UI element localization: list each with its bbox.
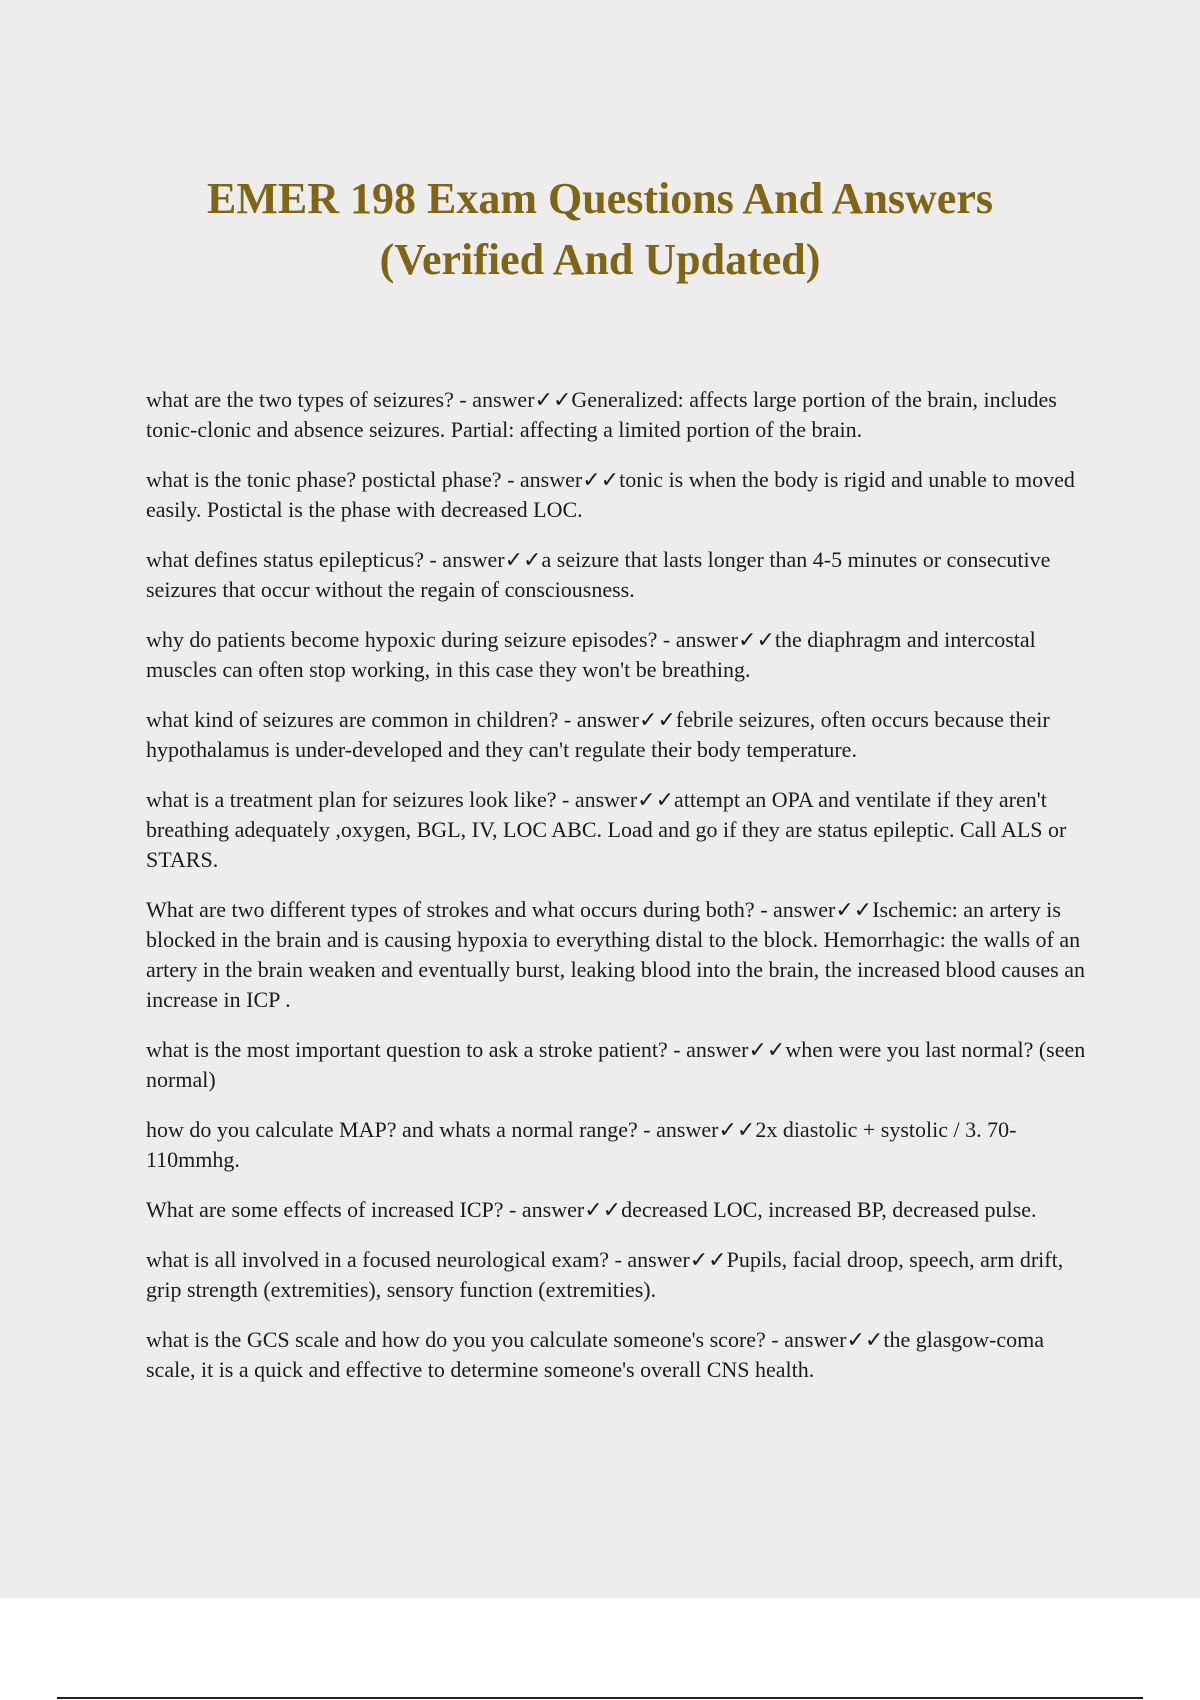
answer-separator: - answer	[657, 627, 739, 652]
answer-separator: - answer	[667, 1037, 749, 1062]
question-text: What are two different types of strokes and what occurs during both?	[146, 897, 755, 922]
double-check-icon: ✓✓	[582, 467, 620, 492]
answer-separator: - answer	[453, 387, 535, 412]
question-text: what is the GCS scale and how do you you calculate someone's score?	[146, 1327, 766, 1352]
double-check-icon: ✓✓	[718, 1117, 756, 1142]
answer-separator: - answer	[556, 787, 638, 812]
answer-text: when were you last normal? (seen normal)	[146, 1037, 1086, 1092]
question-text: what is a treatment plan for seizures look like?	[146, 787, 557, 812]
question-text: what are the two types of seizures?	[146, 387, 454, 412]
answer-text: attempt an OPA and ventilate if they aren't breathing adequately ,oxygen, BGL, IV, LOC ABC. Load and go if they are status epileptic. Call ALS or STARS.	[146, 787, 1067, 872]
answer-text: the diaphragm and intercostal muscles can often stop working, in this case they won't be breathing.	[146, 627, 1036, 682]
double-check-icon: ✓✓	[639, 707, 676, 732]
qa-item	[146, 785, 1096, 875]
qa-item	[146, 625, 1096, 685]
qa-item	[146, 545, 1096, 605]
answer-separator: - answer	[765, 1327, 847, 1352]
answer-separator: - answer	[503, 1197, 585, 1222]
answer-text: febrile seizures, often occurs because their hypothalamus is under-developed and they can't regulate their body temperature.	[146, 707, 1050, 762]
question-text: what is the tonic phase? postictal phase?	[146, 467, 502, 492]
double-check-icon: ✓✓	[835, 897, 873, 922]
qa-item	[146, 895, 1096, 1015]
answer-separator: - answer	[501, 467, 583, 492]
title-line-2: (Verified And Updated)	[379, 235, 821, 284]
question-text: what is the most important question to ask a stroke patient?	[146, 1037, 668, 1062]
page-divider	[57, 1697, 1143, 1699]
answer-text: a seizure that lasts longer than 4-5 minutes or consecutive seizures that occur without the regain of consciousness.	[146, 547, 1051, 602]
double-check-icon: ✓✓	[689, 1247, 727, 1272]
answer-text: Pupils, facial droop, speech, arm drift, grip strength (extremities), sensory function (extremities).	[146, 1247, 1064, 1302]
answer-separator: - answer	[637, 1117, 719, 1142]
answer-text: 2x diastolic + systolic / 3. 70-110mmhg.	[146, 1117, 1017, 1172]
qa-item	[146, 1115, 1096, 1175]
question-text: What are some effects of increased ICP?	[146, 1197, 504, 1222]
answer-text: tonic is when the body is rigid and unable to moved easily. Postictal is the phase with decreased LOC.	[146, 467, 1075, 522]
double-check-icon: ✓✓	[584, 1197, 622, 1222]
double-check-icon: ✓✓	[738, 627, 775, 652]
document-title	[100, 168, 1100, 290]
double-check-icon: ✓✓	[534, 387, 572, 412]
qa-item	[146, 705, 1096, 765]
answer-separator: - answer	[558, 707, 640, 732]
page-gap	[0, 1598, 1200, 1700]
question-text: what is all involved in a focused neurological exam?	[146, 1247, 610, 1272]
qa-item	[146, 1035, 1096, 1095]
qa-item	[146, 1195, 1096, 1225]
answer-text: Ischemic: an artery is blocked in the brain and is causing hypoxia to everything distal to the block. Hemorrhagic: the walls of an artery in the brain weaken and eventually burst, leaking blood into the brain, the increased blood causes an increase in ICP .	[146, 897, 1085, 1012]
answer-text: Generalized: affects large portion of the brain, includes tonic-clonic and absence seizures. Partial: affecting a limited portion of the brain.	[146, 387, 1057, 442]
qa-item	[146, 1325, 1096, 1385]
answer-separator: - answer	[754, 897, 836, 922]
title-line-1: EMER 198 Exam Questions And Answers	[206, 174, 993, 223]
double-check-icon: ✓✓	[748, 1037, 786, 1062]
qa-item	[146, 1245, 1096, 1305]
question-text: why do patients become hypoxic during seizure episodes?	[146, 627, 658, 652]
question-text: what defines status epilepticus?	[146, 547, 424, 572]
answer-separator: - answer	[423, 547, 505, 572]
answer-separator: - answer	[609, 1247, 690, 1272]
question-text: how do you calculate MAP? and whats a normal range?	[146, 1117, 638, 1142]
double-check-icon: ✓✓	[637, 787, 675, 812]
answer-text: decreased LOC, increased BP, decreased pulse.	[621, 1197, 1037, 1222]
qa-item	[146, 465, 1096, 525]
double-check-icon: ✓✓	[846, 1327, 884, 1352]
question-text: what kind of seizures are common in children?	[146, 707, 559, 732]
answer-text: the glasgow-coma scale, it is a quick and effective to determine someone's overall CNS health.	[146, 1327, 1044, 1382]
double-check-icon: ✓✓	[504, 547, 542, 572]
qa-list	[146, 385, 1096, 1405]
qa-item	[146, 385, 1096, 445]
